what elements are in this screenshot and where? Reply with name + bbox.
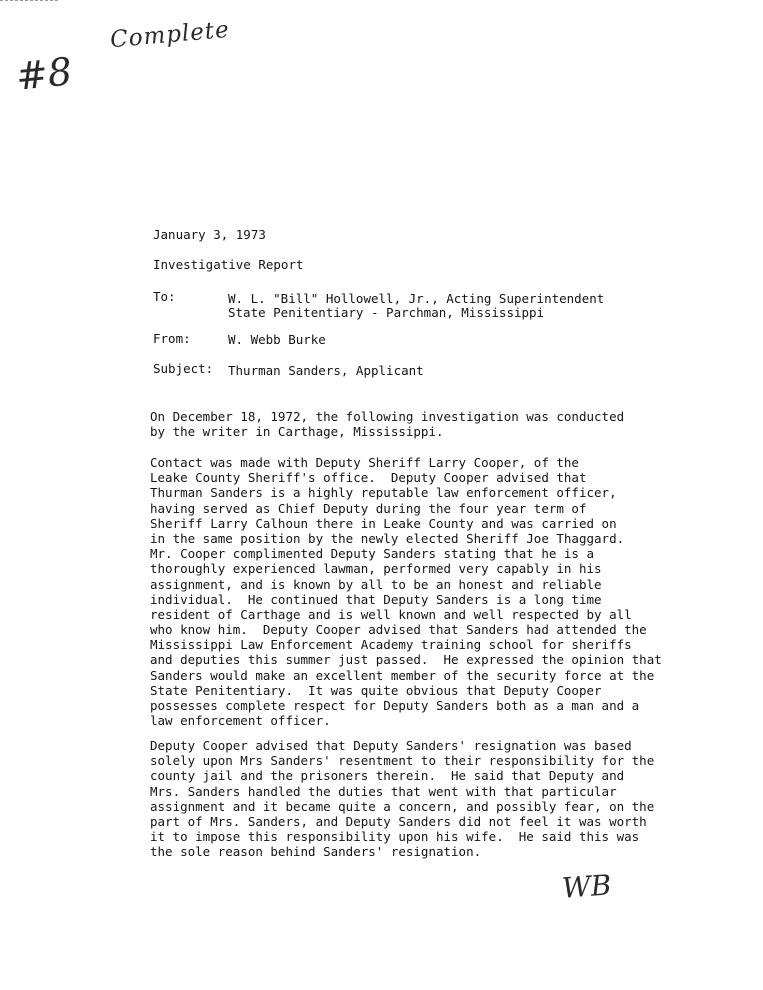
paragraph-line: county jail and the prisoners therein. He said that Deputy and xyxy=(150,768,625,784)
report-date: January 3, 1973 xyxy=(153,227,266,242)
to-line-2: State Penitentiary - Parchman, Mississippi xyxy=(228,305,545,320)
report-type: Investigative Report xyxy=(153,257,304,272)
scan-edge-mark xyxy=(0,0,58,1)
paragraph-line: Deputy Cooper advised that Deputy Sanders' resignation was based xyxy=(150,738,632,753)
paragraph-line: having served as Chief Deputy during the four year term of xyxy=(150,500,587,516)
paragraph-line: Sheriff Larry Calhoun there in Leake County and was carried on xyxy=(150,515,617,531)
paragraph-line: who know him. Deputy Cooper advised that Sanders had attended the xyxy=(150,622,647,638)
handwritten-number: #8 xyxy=(13,49,75,99)
paragraph-line: in the same position by the newly elected Sheriff Joe Thaggard. xyxy=(150,530,625,546)
paragraph-line: Leake County Sheriff's office. Deputy Cooper advised that xyxy=(150,470,587,486)
paragraph-line: Sanders would make an excellent member of the security force at the xyxy=(150,667,655,683)
to-line-1: W. L. "Bill" Hollowell, Jr., Acting Superintendent xyxy=(228,291,605,306)
handwritten-complete-note: Complete xyxy=(109,16,231,54)
body-paragraph-2 xyxy=(150,455,662,728)
paragraph-line: assignment and it became quite a concern, and possibly fear, on the xyxy=(150,798,655,814)
paragraph-line: and deputies this summer just passed. He expressed the opinion that xyxy=(150,652,662,668)
subject-label: Subject: xyxy=(153,361,214,376)
paragraph-line: Mrs. Sanders handled the duties that went with that particular xyxy=(150,783,617,799)
paragraph-line: assignment, and is known by all to be an honest and reliable xyxy=(150,576,602,592)
paragraph-line: by the writer in Carthage, Mississippi. xyxy=(150,424,444,440)
paragraph-line: part of Mrs. Sanders, and Deputy Sanders did not feel it was worth xyxy=(150,813,647,829)
paragraph-line: individual. He continued that Deputy Sanders is a long time xyxy=(150,591,602,607)
from-value: W. Webb Burke xyxy=(228,332,326,347)
paragraph-line: the sole reason behind Sanders' resignation. xyxy=(150,844,482,860)
to-label: To: xyxy=(153,289,176,304)
paragraph-line: thoroughly experienced lawman, performed very capably in his xyxy=(150,561,602,577)
paragraph-line: resident of Carthage and is well known and well respected by all xyxy=(150,606,632,622)
subject-value: Thurman Sanders, Applicant xyxy=(228,363,424,378)
paragraph-line: Contact was made with Deputy Sheriff Larry Cooper, of the xyxy=(150,455,579,470)
paragraph-line: law enforcement officer. xyxy=(150,713,331,729)
paragraph-line: possesses complete respect for Deputy Sanders both as a man and a xyxy=(150,698,640,713)
paragraph-line: On December 18, 1972, the following investigation was conducted xyxy=(150,409,625,424)
paragraph-line: Mr. Cooper complimented Deputy Sanders stating that he is a xyxy=(150,546,595,562)
paragraph-line: State Penitentiary. It was quite obvious that Deputy Cooper xyxy=(150,682,602,698)
handwritten-initials: WB xyxy=(560,868,613,905)
paragraph-line: Mississippi Law Enforcement Academy training school for sheriffs xyxy=(150,637,632,653)
from-label: From: xyxy=(153,331,191,346)
paragraph-line: Thurman Sanders is a highly reputable law enforcement officer, xyxy=(150,485,617,501)
body-paragraph-1 xyxy=(150,409,624,439)
body-paragraph-3 xyxy=(150,738,654,860)
paragraph-line: solely upon Mrs Sanders' resentment to their responsibility for the xyxy=(150,753,655,769)
paragraph-line: it to impose this responsibility upon his wife. He said this was xyxy=(150,829,640,845)
